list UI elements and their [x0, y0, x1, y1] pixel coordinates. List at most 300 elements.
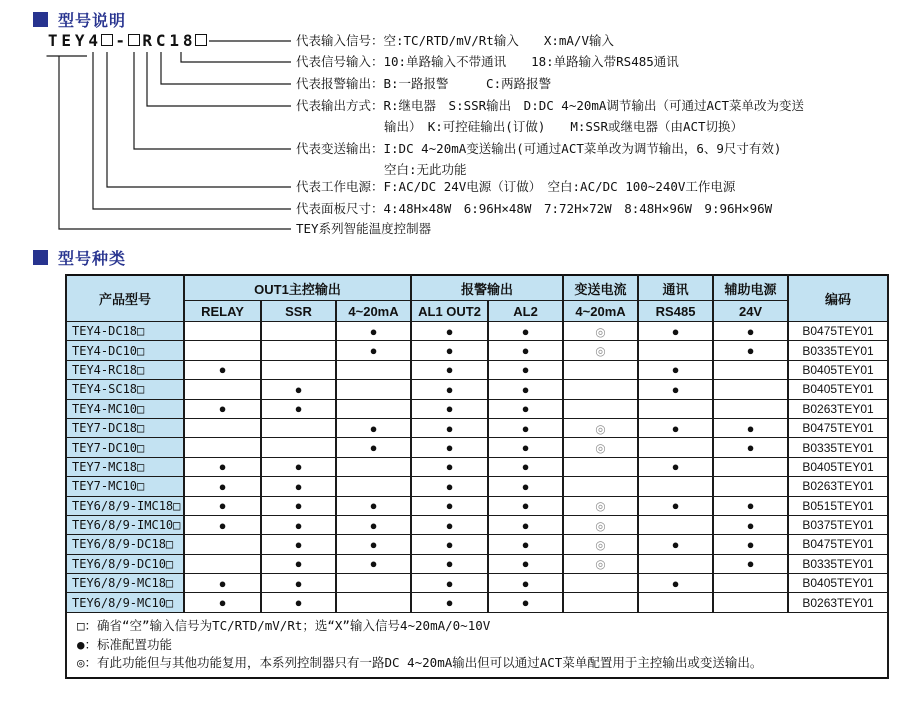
feature-cell [261, 322, 336, 341]
note-standard-feature: ●：标准配置功能 [77, 636, 173, 652]
legend-line: 代表输出方式：R:继电器 S:SSR输出 D:DC 4~20mA调节输出（可通过ACT菜单改为变送 [296, 98, 805, 113]
section-bullet-icon [33, 12, 48, 27]
feature-cell [184, 418, 261, 437]
standard-feature-dot-icon: ● [746, 517, 755, 533]
feature-cell [336, 322, 411, 341]
model-cell: TEY6/8/9-DC10□ [66, 554, 184, 573]
standard-feature-dot-icon: ● [521, 440, 530, 456]
shared-feature-ring-icon: ◎ [595, 344, 606, 359]
model-char: E [61, 31, 72, 50]
standard-feature-dot-icon: ● [746, 498, 755, 514]
feature-cell [411, 477, 488, 496]
feature-cell [563, 535, 638, 554]
table-row [66, 418, 888, 437]
model-code [46, 31, 208, 51]
standard-feature-dot-icon: ● [521, 595, 530, 611]
table-notes [66, 612, 888, 678]
model-cell: TEY4-DC10□ [66, 341, 184, 360]
feature-cell [336, 399, 411, 418]
code-cell: B0475TEY01 [788, 322, 888, 341]
feature-cell [638, 341, 713, 360]
feature-cell [638, 535, 713, 554]
feature-cell [184, 593, 261, 612]
standard-feature-dot-icon: ● [294, 536, 303, 552]
standard-feature-dot-icon: ● [671, 362, 680, 378]
standard-feature-dot-icon: ● [369, 536, 378, 552]
standard-feature-dot-icon: ● [521, 401, 530, 417]
feature-cell [184, 380, 261, 399]
feature-cell [713, 380, 788, 399]
feature-cell [411, 399, 488, 418]
feature-cell [488, 554, 563, 573]
col-header-ssr: SSR [261, 301, 336, 322]
feature-cell [261, 457, 336, 476]
feature-cell [488, 457, 563, 476]
shared-feature-ring-icon: ◎ [595, 557, 606, 572]
code-cell: B0335TEY01 [788, 554, 888, 573]
feature-cell [261, 438, 336, 457]
feature-cell [638, 457, 713, 476]
feature-cell [488, 574, 563, 593]
feature-cell [488, 322, 563, 341]
shared-feature-ring-icon: ◎ [595, 518, 606, 533]
option-box-icon [195, 34, 207, 46]
standard-feature-dot-icon: ● [294, 556, 303, 572]
standard-feature-dot-icon: ● [369, 440, 378, 456]
code-cell: B0263TEY01 [788, 593, 888, 612]
standard-feature-dot-icon: ● [294, 575, 303, 591]
standard-feature-dot-icon: ● [671, 536, 680, 552]
model-cell: TEY6/8/9-IMC10□ [66, 515, 184, 534]
standard-feature-dot-icon: ● [671, 381, 680, 397]
standard-feature-dot-icon: ● [294, 401, 303, 417]
feature-cell [411, 418, 488, 437]
feature-cell [713, 399, 788, 418]
table-row [66, 496, 888, 515]
feature-cell [336, 360, 411, 379]
standard-feature-dot-icon: ● [445, 459, 454, 475]
standard-feature-dot-icon: ● [671, 323, 680, 339]
legend-line: 代表变送输出：I:DC 4~20mA变送输出(可通过ACT菜单改为调节输出，6、9尺寸有效) [296, 141, 782, 156]
feature-cell [261, 535, 336, 554]
col-group-communication: 通讯 [638, 275, 713, 301]
leader-line [147, 52, 291, 106]
feature-cell [411, 554, 488, 573]
standard-feature-dot-icon: ● [445, 536, 454, 552]
feature-cell [336, 380, 411, 399]
standard-feature-dot-icon: ● [521, 498, 530, 514]
model-cell: TEY6/8/9-IMC18□ [66, 496, 184, 515]
legend-line: 代表输入信号：空:TC/RTD/mV/Rt输入 X:mA/V输入 [296, 33, 614, 48]
standard-feature-dot-icon: ● [671, 575, 680, 591]
standard-feature-dot-icon: ● [218, 517, 227, 533]
feature-cell [411, 515, 488, 534]
section-bullet-icon [33, 250, 48, 265]
table-row [66, 477, 888, 496]
col-header-relay: RELAY [184, 301, 261, 322]
feature-cell [261, 593, 336, 612]
series-caption: TEY系列智能温度控制器 [296, 221, 432, 236]
model-cell: TEY7-DC18□ [66, 418, 184, 437]
code-cell: B0405TEY01 [788, 360, 888, 379]
feature-cell [336, 535, 411, 554]
standard-feature-dot-icon: ● [218, 595, 227, 611]
table-row [66, 574, 888, 593]
notes-row [66, 612, 888, 678]
standard-feature-dot-icon: ● [369, 343, 378, 359]
feature-cell [184, 341, 261, 360]
model-cell: TEY4-MC10□ [66, 399, 184, 418]
shared-feature-ring-icon: ◎ [595, 499, 606, 514]
feature-cell [713, 418, 788, 437]
standard-feature-dot-icon: ● [445, 517, 454, 533]
code-cell: B0405TEY01 [788, 574, 888, 593]
feature-cell [638, 360, 713, 379]
table-row [66, 360, 888, 379]
feature-cell [261, 574, 336, 593]
standard-feature-dot-icon: ● [521, 362, 530, 378]
leader-line [134, 52, 291, 149]
standard-feature-dot-icon: ● [294, 381, 303, 397]
table-row [66, 515, 888, 534]
model-cell: TEY6/8/9-DC18□ [66, 535, 184, 554]
standard-feature-dot-icon: ● [218, 459, 227, 475]
col-header-rs485: RS485 [638, 301, 713, 322]
model-cell: TEY7-MC18□ [66, 457, 184, 476]
feature-cell [336, 477, 411, 496]
standard-feature-dot-icon: ● [294, 595, 303, 611]
col-group-aux-power: 辅助电源 [713, 275, 788, 301]
feature-cell [638, 380, 713, 399]
code-cell: B0475TEY01 [788, 418, 888, 437]
standard-feature-dot-icon: ● [671, 498, 680, 514]
standard-feature-dot-icon: ● [746, 440, 755, 456]
feature-cell [184, 457, 261, 476]
feature-cell [336, 554, 411, 573]
feature-cell [336, 593, 411, 612]
feature-cell [411, 457, 488, 476]
model-option-box-icon [127, 31, 141, 50]
standard-feature-dot-icon: ● [294, 517, 303, 533]
feature-cell [713, 438, 788, 457]
feature-cell [336, 515, 411, 534]
model-type-table [65, 274, 889, 679]
model-cell: TEY7-DC10□ [66, 438, 184, 457]
feature-cell [261, 496, 336, 515]
feature-cell [261, 399, 336, 418]
feature-cell [713, 554, 788, 573]
legend-line: 代表面板尺寸：4:48H×48W 6:96H×48W 7:72H×72W 8:48H×96W 9:96H×96W [296, 201, 773, 216]
shared-feature-ring-icon: ◎ [595, 324, 606, 339]
standard-feature-dot-icon: ● [521, 556, 530, 572]
feature-cell [411, 360, 488, 379]
standard-feature-dot-icon: ● [521, 536, 530, 552]
model-char: Y [74, 31, 85, 50]
standard-feature-dot-icon: ● [369, 556, 378, 572]
note-shared-feature: ◎：有此功能但与其他功能复用，本系列控制器只有一路DC 4~20mA输出但可以通过ACT菜单配置用于主控输出或变送输出。 [77, 655, 763, 671]
option-box-icon [101, 34, 113, 46]
shared-feature-ring-icon: ◎ [595, 441, 606, 456]
col-group-out1-main-output: OUT1主控输出 [184, 275, 411, 301]
feature-cell [563, 593, 638, 612]
legend-line: 输出） K:可控硅输出(订做) M:SSR或继电器（由ACT切换） [384, 119, 744, 134]
feature-cell [261, 380, 336, 399]
feature-cell [261, 515, 336, 534]
feature-cell [638, 593, 713, 612]
feature-cell [488, 593, 563, 612]
code-cell: B0405TEY01 [788, 457, 888, 476]
col-header-al2: AL2 [488, 301, 563, 322]
leader-line [107, 52, 291, 187]
feature-cell [336, 418, 411, 437]
table-row [66, 322, 888, 341]
feature-cell [411, 380, 488, 399]
model-cell: TEY4-SC18□ [66, 380, 184, 399]
feature-cell [638, 438, 713, 457]
section-header-model-description [33, 8, 126, 31]
feature-cell [411, 574, 488, 593]
model-char: 1 [169, 31, 180, 50]
standard-feature-dot-icon: ● [521, 343, 530, 359]
standard-feature-dot-icon: ● [445, 595, 454, 611]
feature-cell [336, 496, 411, 515]
feature-cell [563, 438, 638, 457]
standard-feature-dot-icon: ● [746, 556, 755, 572]
feature-cell [638, 399, 713, 418]
note-default-input: □：确省“空”输入信号为TC/RTD/mV/Rt；选“X”输入信号4~20mA/0~10V [77, 618, 491, 634]
feature-cell [336, 341, 411, 360]
table-row [66, 341, 888, 360]
standard-feature-dot-icon: ● [218, 362, 227, 378]
feature-cell [488, 380, 563, 399]
feature-cell [638, 322, 713, 341]
feature-cell [261, 418, 336, 437]
feature-cell [563, 360, 638, 379]
standard-feature-dot-icon: ● [445, 440, 454, 456]
table-row [66, 380, 888, 399]
standard-feature-dot-icon: ● [521, 381, 530, 397]
feature-cell [713, 535, 788, 554]
standard-feature-dot-icon: ● [746, 536, 755, 552]
standard-feature-dot-icon: ● [521, 575, 530, 591]
feature-cell [336, 438, 411, 457]
feature-cell [261, 341, 336, 360]
feature-cell [184, 496, 261, 515]
section1-title: 型号说明 [58, 13, 127, 30]
table-row [66, 535, 888, 554]
section2-title: 型号种类 [58, 251, 127, 268]
feature-cell [184, 535, 261, 554]
feature-cell [638, 496, 713, 515]
feature-cell [184, 574, 261, 593]
feature-cell [563, 322, 638, 341]
option-box-icon [128, 34, 140, 46]
code-cell: B0375TEY01 [788, 515, 888, 534]
feature-cell [563, 515, 638, 534]
feature-cell [488, 360, 563, 379]
table-row [66, 457, 888, 476]
feature-cell [336, 574, 411, 593]
feature-cell [184, 399, 261, 418]
feature-cell [713, 496, 788, 515]
feature-cell [488, 496, 563, 515]
code-cell: B0405TEY01 [788, 380, 888, 399]
feature-cell [563, 574, 638, 593]
feature-cell [563, 496, 638, 515]
feature-cell [563, 341, 638, 360]
code-cell: B0475TEY01 [788, 535, 888, 554]
feature-cell [713, 341, 788, 360]
feature-cell [638, 515, 713, 534]
standard-feature-dot-icon: ● [746, 323, 755, 339]
table-row [66, 554, 888, 573]
col-header-4-20ma: 4~20mA [336, 301, 411, 322]
legend-line: 代表报警输出：B:一路报警 C:两路报警 [296, 76, 552, 91]
model-cell: TEY4-DC18□ [66, 322, 184, 341]
shared-feature-ring-icon: ◎ [595, 537, 606, 552]
leader-line [181, 52, 291, 62]
feature-cell [488, 418, 563, 437]
standard-feature-dot-icon: ● [445, 420, 454, 436]
feature-cell [563, 554, 638, 573]
standard-feature-dot-icon: ● [369, 323, 378, 339]
feature-cell [184, 477, 261, 496]
col-header-transmit-4-20ma: 4~20mA [563, 301, 638, 322]
table-row [66, 438, 888, 457]
feature-cell [638, 477, 713, 496]
col-header-24v: 24V [713, 301, 788, 322]
feature-cell [184, 360, 261, 379]
feature-cell [488, 438, 563, 457]
feature-cell [184, 515, 261, 534]
standard-feature-dot-icon: ● [671, 420, 680, 436]
feature-cell [261, 477, 336, 496]
standard-feature-dot-icon: ● [521, 478, 530, 494]
feature-cell [488, 399, 563, 418]
standard-feature-dot-icon: ● [218, 498, 227, 514]
table-row [66, 593, 888, 612]
standard-feature-dot-icon: ● [369, 420, 378, 436]
legend-line: 空白:无此功能 [384, 162, 467, 177]
standard-feature-dot-icon: ● [445, 381, 454, 397]
standard-feature-dot-icon: ● [294, 459, 303, 475]
standard-feature-dot-icon: ● [294, 478, 303, 494]
standard-feature-dot-icon: ● [521, 420, 530, 436]
model-char: 4 [88, 31, 99, 50]
code-cell: B0263TEY01 [788, 399, 888, 418]
feature-cell [184, 322, 261, 341]
col-group-alarm-output: 报警输出 [411, 275, 563, 301]
standard-feature-dot-icon: ● [445, 478, 454, 494]
leader-line [59, 56, 291, 229]
code-cell: B0335TEY01 [788, 438, 888, 457]
model-char: - [115, 31, 126, 50]
code-cell: B0335TEY01 [788, 341, 888, 360]
model-cell: TEY4-RC18□ [66, 360, 184, 379]
model-option-box-icon [100, 31, 114, 50]
model-option-box-icon [195, 31, 209, 50]
col-header-al1-out2: AL1 OUT2 [411, 301, 488, 322]
col-group-transmit-current: 变送电流 [563, 275, 638, 301]
model-char: 8 [182, 31, 193, 50]
standard-feature-dot-icon: ● [218, 478, 227, 494]
model-cell: TEY6/8/9-MC10□ [66, 593, 184, 612]
feature-cell [638, 574, 713, 593]
model-char: C [155, 31, 166, 50]
code-cell: B0515TEY01 [788, 496, 888, 515]
standard-feature-dot-icon: ● [369, 517, 378, 533]
feature-cell [184, 554, 261, 573]
standard-feature-dot-icon: ● [445, 362, 454, 378]
feature-cell [713, 322, 788, 341]
standard-feature-dot-icon: ● [218, 575, 227, 591]
feature-cell [411, 341, 488, 360]
model-cell: TEY7-MC10□ [66, 477, 184, 496]
feature-cell [488, 535, 563, 554]
feature-cell [638, 554, 713, 573]
standard-feature-dot-icon: ● [521, 517, 530, 533]
feature-cell [713, 477, 788, 496]
leader-line [93, 52, 291, 209]
feature-cell [488, 515, 563, 534]
feature-cell [563, 418, 638, 437]
code-cell: B0263TEY01 [788, 477, 888, 496]
col-header-product-model: 产品型号 [66, 275, 184, 322]
shared-feature-ring-icon: ◎ [595, 421, 606, 436]
model-cell: TEY6/8/9-MC18□ [66, 574, 184, 593]
standard-feature-dot-icon: ● [445, 556, 454, 572]
standard-feature-dot-icon: ● [521, 459, 530, 475]
standard-feature-dot-icon: ● [746, 343, 755, 359]
feature-cell [638, 418, 713, 437]
feature-cell [713, 457, 788, 476]
feature-cell [713, 515, 788, 534]
table-row [66, 399, 888, 418]
feature-cell [411, 496, 488, 515]
feature-cell [713, 574, 788, 593]
standard-feature-dot-icon: ● [746, 420, 755, 436]
standard-feature-dot-icon: ● [521, 323, 530, 339]
standard-feature-dot-icon: ● [445, 401, 454, 417]
standard-feature-dot-icon: ● [445, 343, 454, 359]
standard-feature-dot-icon: ● [445, 575, 454, 591]
feature-cell [563, 477, 638, 496]
feature-cell [184, 438, 261, 457]
standard-feature-dot-icon: ● [369, 498, 378, 514]
standard-feature-dot-icon: ● [294, 498, 303, 514]
feature-cell [411, 535, 488, 554]
feature-cell [713, 593, 788, 612]
feature-cell [261, 360, 336, 379]
model-char: T [47, 31, 58, 50]
feature-cell [563, 380, 638, 399]
col-header-code: 编码 [788, 275, 888, 322]
model-char: R [142, 31, 153, 50]
feature-cell [411, 438, 488, 457]
feature-cell [336, 457, 411, 476]
standard-feature-dot-icon: ● [218, 401, 227, 417]
feature-cell [713, 360, 788, 379]
feature-cell [488, 477, 563, 496]
feature-cell [411, 322, 488, 341]
legend-line: 代表信号输入：10:单路输入不带通讯 18:单路输入带RS485通讯 [296, 54, 679, 69]
leader-line [161, 52, 291, 84]
standard-feature-dot-icon: ● [671, 459, 680, 475]
feature-cell [411, 593, 488, 612]
feature-cell [488, 341, 563, 360]
standard-feature-dot-icon: ● [445, 498, 454, 514]
feature-cell [563, 399, 638, 418]
